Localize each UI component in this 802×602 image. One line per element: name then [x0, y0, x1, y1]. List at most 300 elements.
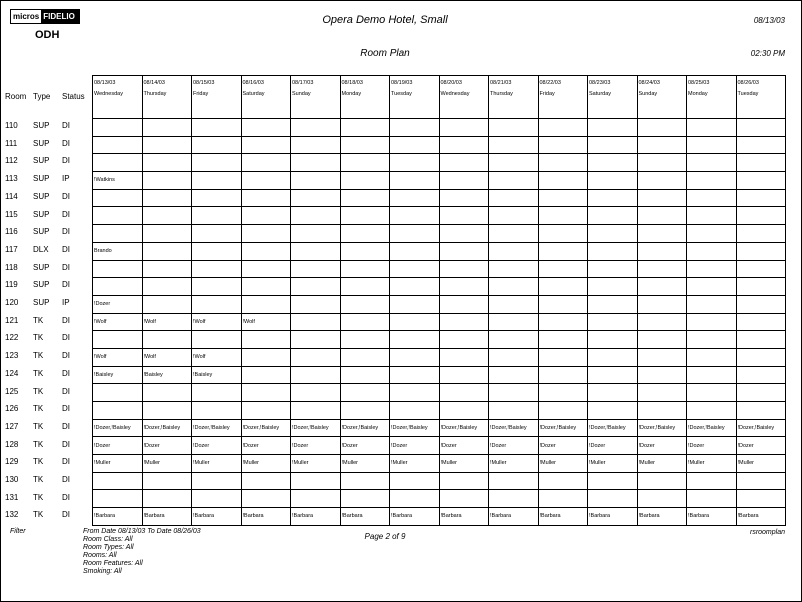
reservation-cell[interactable]	[687, 172, 737, 190]
reservation-cell[interactable]	[736, 402, 786, 420]
reservation-cell[interactable]: !Dozer	[192, 437, 242, 455]
reservation-cell[interactable]	[489, 119, 539, 137]
reservation-cell[interactable]	[687, 189, 737, 207]
reservation-cell[interactable]	[637, 366, 687, 384]
reservation-cell[interactable]: !Muller	[192, 455, 242, 473]
reservation-cell[interactable]	[588, 119, 638, 137]
reservation-cell[interactable]	[93, 331, 143, 349]
reservation-cell[interactable]	[637, 348, 687, 366]
reservation-cell[interactable]	[637, 472, 687, 490]
reservation-cell[interactable]	[241, 189, 291, 207]
reservation-cell[interactable]	[588, 384, 638, 402]
reservation-cell[interactable]	[93, 490, 143, 508]
reservation-cell[interactable]	[489, 295, 539, 313]
reservation-cell[interactable]	[93, 189, 143, 207]
reservation-cell[interactable]: !Muller	[736, 455, 786, 473]
reservation-cell[interactable]	[291, 154, 341, 172]
reservation-cell[interactable]	[637, 313, 687, 331]
reservation-cell[interactable]	[241, 242, 291, 260]
reservation-cell[interactable]	[192, 172, 242, 190]
reservation-cell[interactable]: !Barbara	[687, 508, 737, 526]
reservation-cell[interactable]	[340, 331, 390, 349]
reservation-cell[interactable]	[439, 207, 489, 225]
reservation-cell[interactable]	[390, 472, 440, 490]
reservation-cell[interactable]	[142, 207, 192, 225]
reservation-cell[interactable]: !Baisley	[142, 366, 192, 384]
reservation-cell[interactable]	[192, 154, 242, 172]
reservation-cell[interactable]	[291, 295, 341, 313]
reservation-cell[interactable]	[340, 490, 390, 508]
reservation-cell[interactable]: !Dozer	[687, 437, 737, 455]
reservation-cell[interactable]	[291, 242, 341, 260]
reservation-cell[interactable]	[241, 136, 291, 154]
reservation-cell[interactable]	[588, 402, 638, 420]
reservation-cell[interactable]	[192, 472, 242, 490]
reservation-cell[interactable]	[637, 242, 687, 260]
reservation-cell[interactable]	[637, 402, 687, 420]
reservation-cell[interactable]	[736, 260, 786, 278]
reservation-cell[interactable]	[439, 472, 489, 490]
reservation-cell[interactable]: !Dozer,!Baisley	[736, 419, 786, 437]
reservation-cell[interactable]	[588, 366, 638, 384]
reservation-cell[interactable]	[736, 242, 786, 260]
reservation-cell[interactable]	[736, 331, 786, 349]
reservation-cell[interactable]	[538, 490, 588, 508]
reservation-cell[interactable]	[291, 331, 341, 349]
reservation-cell[interactable]	[439, 384, 489, 402]
reservation-cell[interactable]	[192, 207, 242, 225]
reservation-cell[interactable]: !Dozer	[340, 437, 390, 455]
reservation-cell[interactable]: !Muller	[340, 455, 390, 473]
reservation-cell[interactable]: !Watkins	[93, 172, 143, 190]
reservation-cell[interactable]	[241, 295, 291, 313]
reservation-cell[interactable]	[439, 313, 489, 331]
reservation-cell[interactable]	[93, 154, 143, 172]
reservation-cell[interactable]	[489, 154, 539, 172]
reservation-cell[interactable]	[142, 119, 192, 137]
reservation-cell[interactable]: !Dozer	[637, 437, 687, 455]
reservation-cell[interactable]: !Wolf	[192, 348, 242, 366]
reservation-cell[interactable]: !Wolf	[142, 348, 192, 366]
reservation-cell[interactable]	[637, 172, 687, 190]
reservation-cell[interactable]	[637, 490, 687, 508]
reservation-cell[interactable]	[192, 136, 242, 154]
reservation-cell[interactable]: !Dozer,!Baisley	[241, 419, 291, 437]
reservation-cell[interactable]: !Muller	[291, 455, 341, 473]
reservation-cell[interactable]	[390, 331, 440, 349]
reservation-cell[interactable]	[538, 295, 588, 313]
reservation-cell[interactable]	[637, 207, 687, 225]
reservation-cell[interactable]	[687, 384, 737, 402]
reservation-cell[interactable]	[439, 260, 489, 278]
reservation-cell[interactable]	[340, 136, 390, 154]
reservation-cell[interactable]	[637, 331, 687, 349]
reservation-cell[interactable]	[439, 490, 489, 508]
reservation-cell[interactable]	[291, 189, 341, 207]
reservation-cell[interactable]	[538, 402, 588, 420]
reservation-cell[interactable]: !Muller	[588, 455, 638, 473]
reservation-cell[interactable]	[489, 384, 539, 402]
reservation-cell[interactable]	[588, 172, 638, 190]
reservation-cell[interactable]	[241, 384, 291, 402]
reservation-cell[interactable]	[687, 242, 737, 260]
reservation-cell[interactable]	[241, 172, 291, 190]
reservation-cell[interactable]	[340, 313, 390, 331]
reservation-cell[interactable]	[489, 189, 539, 207]
reservation-cell[interactable]	[439, 189, 489, 207]
reservation-cell[interactable]	[291, 313, 341, 331]
reservation-cell[interactable]	[687, 348, 737, 366]
reservation-cell[interactable]	[390, 278, 440, 296]
reservation-cell[interactable]: !Muller	[241, 455, 291, 473]
reservation-cell[interactable]	[687, 260, 737, 278]
reservation-cell[interactable]	[340, 472, 390, 490]
reservation-cell[interactable]	[538, 313, 588, 331]
reservation-cell[interactable]	[192, 490, 242, 508]
reservation-cell[interactable]	[687, 490, 737, 508]
reservation-cell[interactable]	[241, 402, 291, 420]
reservation-cell[interactable]	[538, 242, 588, 260]
reservation-cell[interactable]: !Barbara	[736, 508, 786, 526]
reservation-cell[interactable]	[142, 189, 192, 207]
reservation-cell[interactable]	[241, 225, 291, 243]
reservation-cell[interactable]	[142, 472, 192, 490]
reservation-cell[interactable]	[291, 260, 341, 278]
reservation-cell[interactable]	[687, 472, 737, 490]
reservation-cell[interactable]	[291, 207, 341, 225]
reservation-cell[interactable]	[340, 348, 390, 366]
reservation-cell[interactable]: !Barbara	[192, 508, 242, 526]
reservation-cell[interactable]: !Dozer	[736, 437, 786, 455]
reservation-cell[interactable]	[93, 402, 143, 420]
reservation-cell[interactable]	[538, 154, 588, 172]
reservation-cell[interactable]	[390, 260, 440, 278]
reservation-cell[interactable]	[390, 172, 440, 190]
reservation-cell[interactable]	[340, 225, 390, 243]
reservation-cell[interactable]	[538, 472, 588, 490]
reservation-cell[interactable]	[93, 119, 143, 137]
reservation-cell[interactable]	[192, 189, 242, 207]
reservation-cell[interactable]: !Barbara	[439, 508, 489, 526]
reservation-cell[interactable]: !Dozer	[390, 437, 440, 455]
reservation-cell[interactable]	[241, 207, 291, 225]
reservation-cell[interactable]	[340, 189, 390, 207]
reservation-cell[interactable]: !Muller	[439, 455, 489, 473]
reservation-cell[interactable]	[291, 490, 341, 508]
reservation-cell[interactable]	[687, 207, 737, 225]
reservation-cell[interactable]: !Muller	[637, 455, 687, 473]
reservation-cell[interactable]	[192, 402, 242, 420]
reservation-cell[interactable]: !Barbara	[489, 508, 539, 526]
reservation-cell[interactable]	[489, 331, 539, 349]
reservation-cell[interactable]	[241, 472, 291, 490]
reservation-cell[interactable]	[637, 189, 687, 207]
reservation-cell[interactable]	[390, 313, 440, 331]
reservation-cell[interactable]: !Muller	[538, 455, 588, 473]
reservation-cell[interactable]: !Dozer,!Baisley	[439, 419, 489, 437]
reservation-cell[interactable]	[390, 154, 440, 172]
reservation-cell[interactable]	[291, 366, 341, 384]
reservation-cell[interactable]	[241, 278, 291, 296]
reservation-cell[interactable]	[142, 260, 192, 278]
reservation-cell[interactable]	[489, 136, 539, 154]
reservation-cell[interactable]	[637, 260, 687, 278]
reservation-cell[interactable]	[291, 278, 341, 296]
reservation-cell[interactable]	[637, 295, 687, 313]
reservation-cell[interactable]	[192, 384, 242, 402]
reservation-cell[interactable]	[340, 366, 390, 384]
reservation-cell[interactable]	[192, 295, 242, 313]
reservation-cell[interactable]	[736, 225, 786, 243]
reservation-cell[interactable]	[538, 189, 588, 207]
reservation-cell[interactable]	[340, 278, 390, 296]
reservation-cell[interactable]	[736, 119, 786, 137]
reservation-cell[interactable]	[390, 490, 440, 508]
reservation-cell[interactable]	[142, 154, 192, 172]
reservation-cell[interactable]: !Dozer,!Baisley	[687, 419, 737, 437]
reservation-cell[interactable]	[192, 278, 242, 296]
reservation-cell[interactable]	[390, 242, 440, 260]
reservation-cell[interactable]: !Wolf	[93, 348, 143, 366]
reservation-cell[interactable]	[241, 119, 291, 137]
reservation-cell[interactable]	[736, 136, 786, 154]
reservation-cell[interactable]: !Barbara	[538, 508, 588, 526]
reservation-cell[interactable]: !Dozer,!Baisley	[637, 419, 687, 437]
reservation-cell[interactable]	[588, 295, 638, 313]
reservation-cell[interactable]	[390, 225, 440, 243]
reservation-cell[interactable]	[687, 331, 737, 349]
reservation-cell[interactable]	[439, 172, 489, 190]
reservation-cell[interactable]	[538, 366, 588, 384]
reservation-cell[interactable]	[93, 472, 143, 490]
reservation-cell[interactable]: Brando	[93, 242, 143, 260]
reservation-cell[interactable]: !Barbara	[340, 508, 390, 526]
reservation-cell[interactable]	[291, 472, 341, 490]
reservation-cell[interactable]: !Dozer,!Baisley	[390, 419, 440, 437]
reservation-cell[interactable]	[390, 136, 440, 154]
reservation-cell[interactable]	[687, 295, 737, 313]
reservation-cell[interactable]: !Dozer,!Baisley	[340, 419, 390, 437]
reservation-cell[interactable]: !Muller	[93, 455, 143, 473]
reservation-cell[interactable]	[736, 189, 786, 207]
reservation-cell[interactable]: !Dozer	[489, 437, 539, 455]
reservation-cell[interactable]	[637, 384, 687, 402]
reservation-cell[interactable]	[489, 207, 539, 225]
reservation-cell[interactable]	[93, 384, 143, 402]
reservation-cell[interactable]	[390, 119, 440, 137]
reservation-cell[interactable]: !Baisley	[192, 366, 242, 384]
reservation-cell[interactable]: !Dozer	[142, 437, 192, 455]
reservation-cell[interactable]	[291, 402, 341, 420]
reservation-cell[interactable]: !Dozer,!Baisley	[588, 419, 638, 437]
reservation-cell[interactable]: !Wolf	[142, 313, 192, 331]
reservation-cell[interactable]	[241, 366, 291, 384]
reservation-cell[interactable]	[340, 260, 390, 278]
reservation-cell[interactable]	[291, 172, 341, 190]
reservation-cell[interactable]	[489, 225, 539, 243]
reservation-cell[interactable]	[340, 207, 390, 225]
reservation-cell[interactable]	[340, 242, 390, 260]
reservation-cell[interactable]: !Barbara	[390, 508, 440, 526]
reservation-cell[interactable]	[340, 172, 390, 190]
reservation-cell[interactable]	[93, 136, 143, 154]
reservation-cell[interactable]	[489, 313, 539, 331]
reservation-cell[interactable]	[538, 207, 588, 225]
reservation-cell[interactable]: !Muller	[142, 455, 192, 473]
reservation-cell[interactable]	[340, 119, 390, 137]
reservation-cell[interactable]	[142, 331, 192, 349]
reservation-cell[interactable]	[142, 295, 192, 313]
reservation-cell[interactable]	[241, 490, 291, 508]
reservation-cell[interactable]	[340, 154, 390, 172]
reservation-cell[interactable]	[588, 154, 638, 172]
reservation-cell[interactable]	[192, 242, 242, 260]
reservation-cell[interactable]	[687, 313, 737, 331]
reservation-cell[interactable]	[736, 278, 786, 296]
reservation-cell[interactable]	[390, 384, 440, 402]
reservation-cell[interactable]	[390, 207, 440, 225]
reservation-cell[interactable]	[142, 384, 192, 402]
reservation-cell[interactable]	[538, 119, 588, 137]
reservation-cell[interactable]	[588, 260, 638, 278]
reservation-cell[interactable]	[588, 313, 638, 331]
reservation-cell[interactable]	[291, 384, 341, 402]
reservation-cell[interactable]	[687, 366, 737, 384]
reservation-cell[interactable]	[439, 154, 489, 172]
reservation-cell[interactable]	[241, 154, 291, 172]
reservation-cell[interactable]	[736, 313, 786, 331]
reservation-cell[interactable]: !Dozer,!Baisley	[489, 419, 539, 437]
reservation-cell[interactable]	[489, 490, 539, 508]
reservation-cell[interactable]	[538, 172, 588, 190]
reservation-cell[interactable]	[687, 136, 737, 154]
reservation-cell[interactable]	[489, 472, 539, 490]
reservation-cell[interactable]	[192, 260, 242, 278]
reservation-cell[interactable]	[637, 225, 687, 243]
reservation-cell[interactable]: !Dozer	[291, 437, 341, 455]
reservation-cell[interactable]	[439, 295, 489, 313]
reservation-cell[interactable]	[390, 295, 440, 313]
reservation-cell[interactable]	[588, 331, 638, 349]
reservation-cell[interactable]	[241, 331, 291, 349]
reservation-cell[interactable]	[390, 189, 440, 207]
reservation-cell[interactable]	[291, 225, 341, 243]
reservation-cell[interactable]	[142, 172, 192, 190]
reservation-cell[interactable]: !Wolf	[192, 313, 242, 331]
reservation-cell[interactable]: !Barbara	[588, 508, 638, 526]
reservation-cell[interactable]	[93, 207, 143, 225]
reservation-cell[interactable]	[489, 242, 539, 260]
reservation-cell[interactable]	[192, 331, 242, 349]
reservation-cell[interactable]	[291, 136, 341, 154]
reservation-cell[interactable]	[439, 402, 489, 420]
reservation-cell[interactable]	[489, 172, 539, 190]
reservation-cell[interactable]	[637, 119, 687, 137]
reservation-cell[interactable]: !Dozer	[241, 437, 291, 455]
reservation-cell[interactable]	[142, 242, 192, 260]
reservation-cell[interactable]	[340, 384, 390, 402]
reservation-cell[interactable]	[588, 348, 638, 366]
reservation-cell[interactable]	[439, 366, 489, 384]
reservation-cell[interactable]	[489, 366, 539, 384]
reservation-cell[interactable]	[439, 331, 489, 349]
reservation-cell[interactable]	[736, 207, 786, 225]
reservation-cell[interactable]	[687, 402, 737, 420]
reservation-cell[interactable]	[687, 154, 737, 172]
reservation-cell[interactable]	[538, 136, 588, 154]
reservation-cell[interactable]: !Dozer,!Baisley	[538, 419, 588, 437]
reservation-cell[interactable]	[390, 366, 440, 384]
reservation-cell[interactable]	[538, 384, 588, 402]
reservation-cell[interactable]	[439, 242, 489, 260]
reservation-cell[interactable]	[736, 384, 786, 402]
reservation-cell[interactable]	[439, 136, 489, 154]
reservation-cell[interactable]	[93, 278, 143, 296]
reservation-cell[interactable]	[291, 348, 341, 366]
reservation-cell[interactable]	[340, 295, 390, 313]
reservation-cell[interactable]: !Dozer,!Baisley	[93, 419, 143, 437]
reservation-cell[interactable]	[736, 366, 786, 384]
reservation-cell[interactable]	[340, 402, 390, 420]
reservation-cell[interactable]	[489, 402, 539, 420]
reservation-cell[interactable]	[241, 348, 291, 366]
reservation-cell[interactable]: !Dozer,!Baisley	[142, 419, 192, 437]
reservation-cell[interactable]	[93, 260, 143, 278]
reservation-cell[interactable]	[588, 490, 638, 508]
reservation-cell[interactable]: !Barbara	[291, 508, 341, 526]
reservation-cell[interactable]: !Dozer	[588, 437, 638, 455]
reservation-cell[interactable]	[489, 348, 539, 366]
reservation-cell[interactable]	[142, 136, 192, 154]
reservation-cell[interactable]	[637, 154, 687, 172]
reservation-cell[interactable]	[192, 225, 242, 243]
reservation-cell[interactable]	[142, 490, 192, 508]
reservation-cell[interactable]: !Dozer	[93, 437, 143, 455]
reservation-cell[interactable]: !Barbara	[241, 508, 291, 526]
reservation-cell[interactable]: !Baisley	[93, 366, 143, 384]
reservation-cell[interactable]: !Wolf	[241, 313, 291, 331]
reservation-cell[interactable]: !Wolf	[93, 313, 143, 331]
reservation-cell[interactable]	[588, 242, 638, 260]
reservation-cell[interactable]	[489, 278, 539, 296]
reservation-cell[interactable]	[538, 278, 588, 296]
reservation-cell[interactable]	[142, 402, 192, 420]
reservation-cell[interactable]	[390, 402, 440, 420]
reservation-cell[interactable]: !Dozer	[538, 437, 588, 455]
reservation-cell[interactable]	[241, 260, 291, 278]
reservation-cell[interactable]	[142, 225, 192, 243]
reservation-cell[interactable]	[142, 278, 192, 296]
reservation-cell[interactable]: !Barbara	[142, 508, 192, 526]
reservation-cell[interactable]	[489, 260, 539, 278]
reservation-cell[interactable]: !Barbara	[637, 508, 687, 526]
reservation-cell[interactable]	[439, 348, 489, 366]
reservation-cell[interactable]	[538, 331, 588, 349]
reservation-cell[interactable]	[538, 225, 588, 243]
reservation-cell[interactable]	[291, 119, 341, 137]
reservation-cell[interactable]	[687, 278, 737, 296]
reservation-cell[interactable]	[192, 119, 242, 137]
reservation-cell[interactable]: !Muller	[489, 455, 539, 473]
reservation-cell[interactable]: !Dozer	[93, 295, 143, 313]
reservation-cell[interactable]	[588, 472, 638, 490]
reservation-cell[interactable]	[736, 154, 786, 172]
reservation-cell[interactable]	[588, 278, 638, 296]
reservation-cell[interactable]	[736, 472, 786, 490]
reservation-cell[interactable]: !Muller	[687, 455, 737, 473]
reservation-cell[interactable]: !Dozer,!Baisley	[192, 419, 242, 437]
reservation-cell[interactable]	[588, 136, 638, 154]
